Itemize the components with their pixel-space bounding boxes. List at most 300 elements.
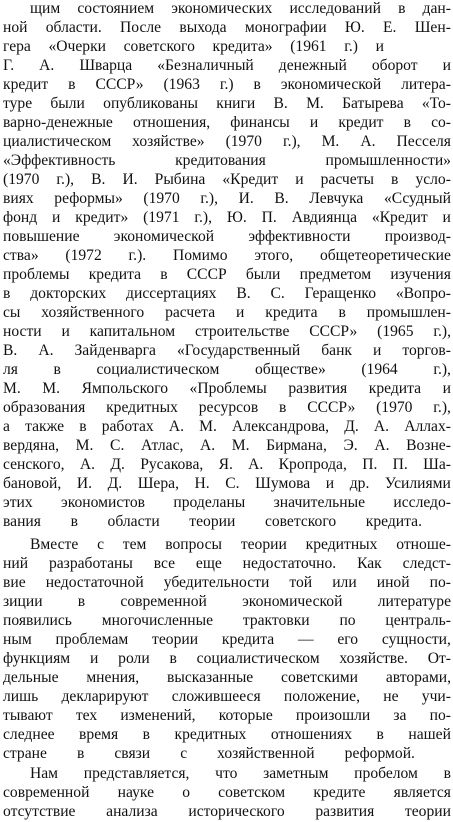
text-line bbox=[3, 744, 415, 764]
word: Рыбина bbox=[154, 171, 206, 188]
word: П. bbox=[392, 456, 408, 473]
text-line bbox=[3, 151, 451, 171]
word: в bbox=[403, 114, 411, 131]
word: его bbox=[337, 631, 359, 648]
word: ности bbox=[3, 323, 42, 340]
word: в bbox=[53, 361, 61, 378]
text-line bbox=[3, 417, 451, 437]
word: области bbox=[107, 513, 160, 530]
word: (1972 bbox=[65, 247, 102, 264]
word: производ- bbox=[384, 228, 451, 245]
word: выхода bbox=[179, 19, 227, 36]
word: расчеты bbox=[320, 171, 374, 188]
word: авторами, bbox=[385, 669, 451, 686]
word: что bbox=[215, 765, 238, 782]
word: которые bbox=[218, 707, 273, 724]
word: М. bbox=[306, 95, 324, 112]
word: в bbox=[142, 726, 151, 743]
word: И. bbox=[76, 475, 93, 492]
text-line bbox=[3, 303, 451, 323]
word: время bbox=[79, 726, 119, 743]
word: были bbox=[245, 266, 281, 283]
word: советского bbox=[264, 513, 337, 530]
word: развития bbox=[315, 803, 375, 820]
word: Зайденварга bbox=[74, 342, 156, 359]
word: «Эффективность bbox=[3, 152, 116, 169]
word: Ю. bbox=[226, 209, 247, 226]
word: А. bbox=[168, 418, 184, 435]
word: тывают bbox=[3, 707, 53, 724]
word: и bbox=[236, 304, 245, 321]
word: за bbox=[393, 707, 407, 724]
word: др. bbox=[349, 475, 370, 492]
word: Шварца bbox=[79, 57, 133, 74]
word: М. bbox=[321, 133, 340, 150]
word: г.), bbox=[433, 361, 451, 378]
word: современной bbox=[120, 593, 207, 610]
word: предметом bbox=[299, 266, 372, 283]
text-line bbox=[3, 189, 451, 209]
word: следст- bbox=[402, 555, 451, 572]
word: С. bbox=[110, 437, 125, 454]
text-line bbox=[3, 208, 451, 228]
word: Шера, bbox=[137, 475, 179, 492]
word: со- bbox=[431, 114, 451, 131]
text-line bbox=[3, 265, 451, 285]
text-line bbox=[30, 535, 451, 555]
word: отношениях bbox=[270, 726, 352, 743]
word: реформой. bbox=[344, 745, 415, 762]
word: хозяйстве. bbox=[339, 650, 408, 667]
word: экономической bbox=[113, 228, 215, 245]
word: щим bbox=[30, 0, 61, 17]
word: исследований bbox=[289, 0, 381, 17]
text-line bbox=[3, 246, 451, 266]
word: в bbox=[169, 650, 177, 667]
word: Я. bbox=[218, 456, 233, 473]
word: по bbox=[339, 612, 356, 629]
word: банк bbox=[321, 342, 352, 359]
word: общетеоретические bbox=[319, 247, 451, 264]
word: П. bbox=[261, 209, 277, 226]
word: работах bbox=[101, 418, 154, 435]
word: экономической bbox=[280, 76, 382, 93]
word: лишь bbox=[3, 688, 39, 705]
word: опубликованы bbox=[103, 95, 199, 112]
word: г.), bbox=[433, 323, 451, 340]
word: В. bbox=[274, 190, 289, 207]
text-line bbox=[3, 668, 451, 688]
word: и bbox=[442, 380, 451, 397]
word: декларируют bbox=[61, 688, 149, 705]
word: экономистов bbox=[61, 494, 146, 511]
word: Нам bbox=[30, 765, 59, 782]
word: иной bbox=[376, 574, 410, 591]
word: (1965 bbox=[377, 323, 414, 340]
word: ля bbox=[3, 361, 18, 378]
word: «Проблемы bbox=[189, 380, 267, 397]
word: фонд bbox=[3, 209, 38, 226]
word: появились bbox=[3, 612, 72, 629]
word: и bbox=[309, 114, 319, 131]
text-line bbox=[3, 170, 451, 190]
word: М. bbox=[75, 437, 94, 454]
word: этого, bbox=[254, 247, 294, 264]
word: циалистическом bbox=[3, 133, 112, 150]
word: кредитных bbox=[106, 399, 178, 416]
word: и bbox=[325, 475, 335, 492]
word: (1964 bbox=[361, 361, 398, 378]
text-line bbox=[3, 379, 451, 399]
word: стране bbox=[3, 745, 47, 762]
text-line bbox=[3, 573, 451, 593]
word: «Вопро- bbox=[395, 285, 451, 302]
word: диссертациях bbox=[126, 285, 217, 302]
word: В. bbox=[91, 171, 106, 188]
word: А. bbox=[39, 57, 55, 74]
word: и bbox=[52, 209, 61, 226]
word: Н. bbox=[194, 475, 210, 492]
word: Д. bbox=[110, 456, 125, 473]
word: С. bbox=[225, 475, 240, 492]
word: (1970 bbox=[143, 190, 180, 207]
word: образования bbox=[3, 399, 86, 416]
word: Геращенко bbox=[304, 285, 376, 302]
text-line bbox=[3, 512, 422, 532]
word: сы bbox=[3, 304, 21, 321]
word: произошли bbox=[295, 707, 371, 724]
word: многочисленные bbox=[101, 612, 214, 629]
word: отношения, bbox=[132, 114, 211, 131]
word: «Государственный bbox=[176, 342, 301, 359]
word: тем bbox=[122, 536, 147, 553]
word: тех bbox=[75, 707, 98, 724]
word: хозяйственной bbox=[217, 745, 315, 762]
text-line bbox=[3, 18, 451, 38]
word: следнее bbox=[3, 726, 55, 743]
word: функциям bbox=[3, 650, 71, 667]
word: докторских bbox=[30, 285, 107, 302]
text-line bbox=[30, 0, 451, 19]
word: повышение bbox=[3, 228, 80, 245]
text-line bbox=[3, 360, 451, 380]
word: советскими bbox=[281, 669, 359, 686]
word: по- bbox=[429, 574, 451, 591]
word: в bbox=[76, 745, 85, 762]
text-line bbox=[3, 649, 451, 669]
word: в bbox=[70, 513, 78, 530]
text-line bbox=[3, 227, 451, 247]
word: значительные bbox=[273, 494, 366, 511]
word: и bbox=[61, 323, 70, 340]
word: М. bbox=[231, 437, 250, 454]
word: капитальном bbox=[89, 323, 176, 340]
text-line bbox=[3, 611, 451, 631]
word: г.), bbox=[200, 190, 219, 207]
word: гера bbox=[3, 38, 31, 55]
word: Усилиями bbox=[384, 475, 451, 492]
word: развития bbox=[288, 380, 348, 397]
word: г.), bbox=[56, 171, 75, 188]
text-line bbox=[3, 341, 451, 361]
word: связи bbox=[114, 745, 151, 762]
word: зиции bbox=[3, 593, 43, 610]
text-line bbox=[3, 630, 451, 650]
word: исторического bbox=[188, 803, 285, 820]
word: Возне- bbox=[406, 437, 451, 454]
word: «Безналичный bbox=[157, 57, 254, 74]
word: Александрова, bbox=[232, 418, 330, 435]
word: хозяйственного bbox=[41, 304, 145, 321]
word: кредита. bbox=[365, 513, 422, 530]
word: сенского, bbox=[3, 456, 65, 473]
word: Вместе bbox=[30, 536, 79, 553]
word: отноше- bbox=[396, 536, 451, 553]
word: «Ссудный bbox=[383, 190, 451, 207]
word: Кропрода, bbox=[278, 456, 347, 473]
word: сложившееся bbox=[171, 688, 261, 705]
word: кредита bbox=[265, 304, 318, 321]
word: «Кредит bbox=[371, 209, 428, 226]
word: в bbox=[160, 266, 168, 283]
word: в bbox=[253, 76, 261, 93]
word: и bbox=[442, 209, 451, 226]
word: оборот bbox=[371, 57, 418, 74]
word: не bbox=[383, 688, 399, 705]
word: ным bbox=[3, 631, 32, 648]
word: кредит bbox=[3, 76, 49, 93]
word: кредита» bbox=[212, 38, 273, 55]
text-line bbox=[30, 764, 451, 784]
word: той bbox=[289, 574, 313, 591]
word: трактовки bbox=[242, 612, 310, 629]
word: изменений, bbox=[120, 707, 196, 724]
word: А. bbox=[200, 437, 216, 454]
word: сущности, bbox=[381, 631, 451, 648]
text-line bbox=[3, 802, 451, 822]
word: г.) bbox=[344, 38, 358, 55]
word: «То- bbox=[421, 95, 451, 112]
word: Ю. bbox=[344, 19, 365, 36]
word: этих bbox=[3, 494, 33, 511]
word: г.), bbox=[433, 399, 451, 416]
word: кредита bbox=[88, 266, 142, 283]
word: (1963 bbox=[163, 76, 200, 93]
word: г.), bbox=[282, 133, 301, 150]
text-line bbox=[3, 687, 451, 707]
text-line bbox=[3, 725, 451, 745]
word: экономических bbox=[171, 0, 273, 17]
word: теории bbox=[189, 513, 236, 530]
word: вердяна, bbox=[3, 437, 60, 454]
word: убедительности bbox=[163, 574, 270, 591]
text-line bbox=[3, 706, 451, 726]
text-line bbox=[3, 75, 451, 95]
word: Помимо bbox=[172, 247, 228, 264]
word: «Очерки bbox=[48, 38, 107, 55]
word: ной bbox=[3, 19, 28, 36]
word: анализа bbox=[106, 803, 158, 820]
word: литера- bbox=[401, 76, 451, 93]
word: и bbox=[375, 38, 384, 55]
word: проблемам bbox=[55, 631, 129, 648]
word: И. bbox=[122, 171, 138, 188]
word: СССР» bbox=[95, 76, 144, 93]
word: ства» bbox=[3, 247, 39, 264]
word: разработаны bbox=[48, 555, 133, 572]
word: области. bbox=[45, 19, 102, 36]
word: И. bbox=[238, 190, 254, 207]
word: расчета bbox=[165, 304, 216, 321]
word: науке bbox=[117, 784, 154, 801]
word: в bbox=[376, 726, 384, 743]
text-line bbox=[3, 322, 451, 342]
text-line bbox=[3, 94, 451, 114]
word: недостаточно. bbox=[242, 555, 337, 572]
word: еще bbox=[195, 555, 222, 572]
word: советском bbox=[218, 784, 286, 801]
word: и bbox=[373, 342, 382, 359]
word: и bbox=[442, 57, 451, 74]
word: теории bbox=[152, 631, 199, 648]
word: А. bbox=[38, 342, 54, 359]
word: кредите bbox=[313, 784, 366, 801]
word: социалистическом bbox=[196, 650, 320, 667]
word: туре bbox=[3, 95, 33, 112]
word: централь- bbox=[385, 612, 451, 629]
word: современной bbox=[3, 784, 90, 801]
word: вания bbox=[3, 513, 41, 530]
word: СССР» bbox=[307, 399, 356, 416]
word: является bbox=[393, 784, 451, 801]
word: в bbox=[77, 593, 86, 610]
text-line bbox=[3, 455, 451, 475]
text-line bbox=[3, 132, 451, 152]
text-line bbox=[3, 554, 451, 574]
text-line bbox=[3, 474, 451, 494]
word: с bbox=[180, 745, 188, 762]
word: также bbox=[25, 418, 65, 435]
word: учи- bbox=[421, 688, 451, 705]
word: хозяйстве» bbox=[132, 133, 205, 150]
word: в bbox=[279, 399, 287, 416]
word: Э. bbox=[343, 437, 358, 454]
word: С. bbox=[270, 285, 285, 302]
word: Ша- bbox=[423, 456, 451, 473]
word: А. bbox=[374, 437, 390, 454]
word: ний bbox=[3, 555, 29, 572]
word: вопросы bbox=[165, 536, 222, 553]
word: кредитования bbox=[175, 152, 266, 169]
word: в bbox=[398, 0, 406, 17]
word: проделаны bbox=[173, 494, 246, 511]
word: были bbox=[50, 95, 85, 112]
word: Шен- bbox=[414, 19, 451, 36]
word: г.) bbox=[219, 76, 234, 93]
word: обществе» bbox=[254, 361, 326, 378]
word: заметным bbox=[263, 765, 329, 782]
word: бановой, bbox=[3, 475, 62, 492]
word: усло- bbox=[415, 171, 451, 188]
word: социалистическом bbox=[96, 361, 220, 378]
word: варно-денежные bbox=[3, 114, 113, 131]
word: Авдиянца bbox=[291, 209, 357, 226]
word: промышлен- bbox=[366, 304, 451, 321]
word: а bbox=[3, 418, 10, 435]
word: М. bbox=[3, 380, 21, 397]
word: Бирмана, bbox=[266, 437, 327, 454]
word: Как bbox=[357, 555, 382, 572]
word: Атлас, bbox=[140, 437, 184, 454]
text-line bbox=[3, 398, 451, 418]
word: в bbox=[3, 285, 11, 302]
text-line bbox=[3, 436, 451, 456]
word: экономической bbox=[242, 593, 343, 610]
word: роли bbox=[118, 650, 150, 667]
text-line bbox=[3, 37, 384, 57]
word: А. bbox=[248, 456, 264, 473]
word: г.), bbox=[194, 209, 212, 226]
word: монографии bbox=[244, 19, 327, 36]
word: советского bbox=[123, 38, 195, 55]
word: с bbox=[97, 536, 104, 553]
word: пробелом bbox=[354, 765, 418, 782]
word: торгов- bbox=[402, 342, 451, 359]
text-line bbox=[3, 592, 451, 612]
word: вие bbox=[3, 574, 26, 591]
word: денежный bbox=[278, 57, 347, 74]
word: (1961 bbox=[290, 38, 327, 55]
text-line bbox=[3, 56, 451, 76]
word: После bbox=[120, 19, 162, 36]
word: (1970 bbox=[376, 399, 413, 416]
word: Батырева bbox=[342, 95, 404, 112]
word: эффективности bbox=[248, 228, 351, 245]
word: теории bbox=[404, 803, 451, 820]
word: От- bbox=[427, 650, 451, 667]
word: Г. bbox=[3, 57, 15, 74]
word: кредита bbox=[368, 380, 422, 397]
word: представляется, bbox=[83, 765, 190, 782]
word: все bbox=[153, 555, 176, 572]
word: Д. bbox=[344, 418, 359, 435]
word: мнения, bbox=[86, 669, 140, 686]
word: Шумова bbox=[255, 475, 311, 492]
word: книги bbox=[216, 95, 256, 112]
word: и bbox=[89, 650, 99, 667]
word: В. bbox=[273, 95, 288, 112]
text-line bbox=[3, 113, 451, 133]
text-line bbox=[3, 284, 451, 304]
word: кредита bbox=[221, 631, 275, 648]
word: М. bbox=[199, 418, 217, 435]
word: или bbox=[332, 574, 357, 591]
word: М. bbox=[42, 380, 61, 397]
word: кредитных bbox=[305, 536, 378, 553]
word: А. bbox=[79, 456, 96, 473]
word: Д. bbox=[107, 475, 123, 492]
word: А. bbox=[360, 133, 376, 150]
word: Аллах- bbox=[404, 418, 451, 435]
word: по- bbox=[429, 707, 451, 724]
word: отсутствие bbox=[3, 803, 76, 820]
word: П. bbox=[362, 456, 378, 473]
word: Русакова, bbox=[140, 456, 204, 473]
word: в bbox=[79, 418, 87, 435]
word: в bbox=[338, 304, 346, 321]
word: финансы bbox=[230, 114, 290, 131]
word: СССР» bbox=[309, 323, 358, 340]
